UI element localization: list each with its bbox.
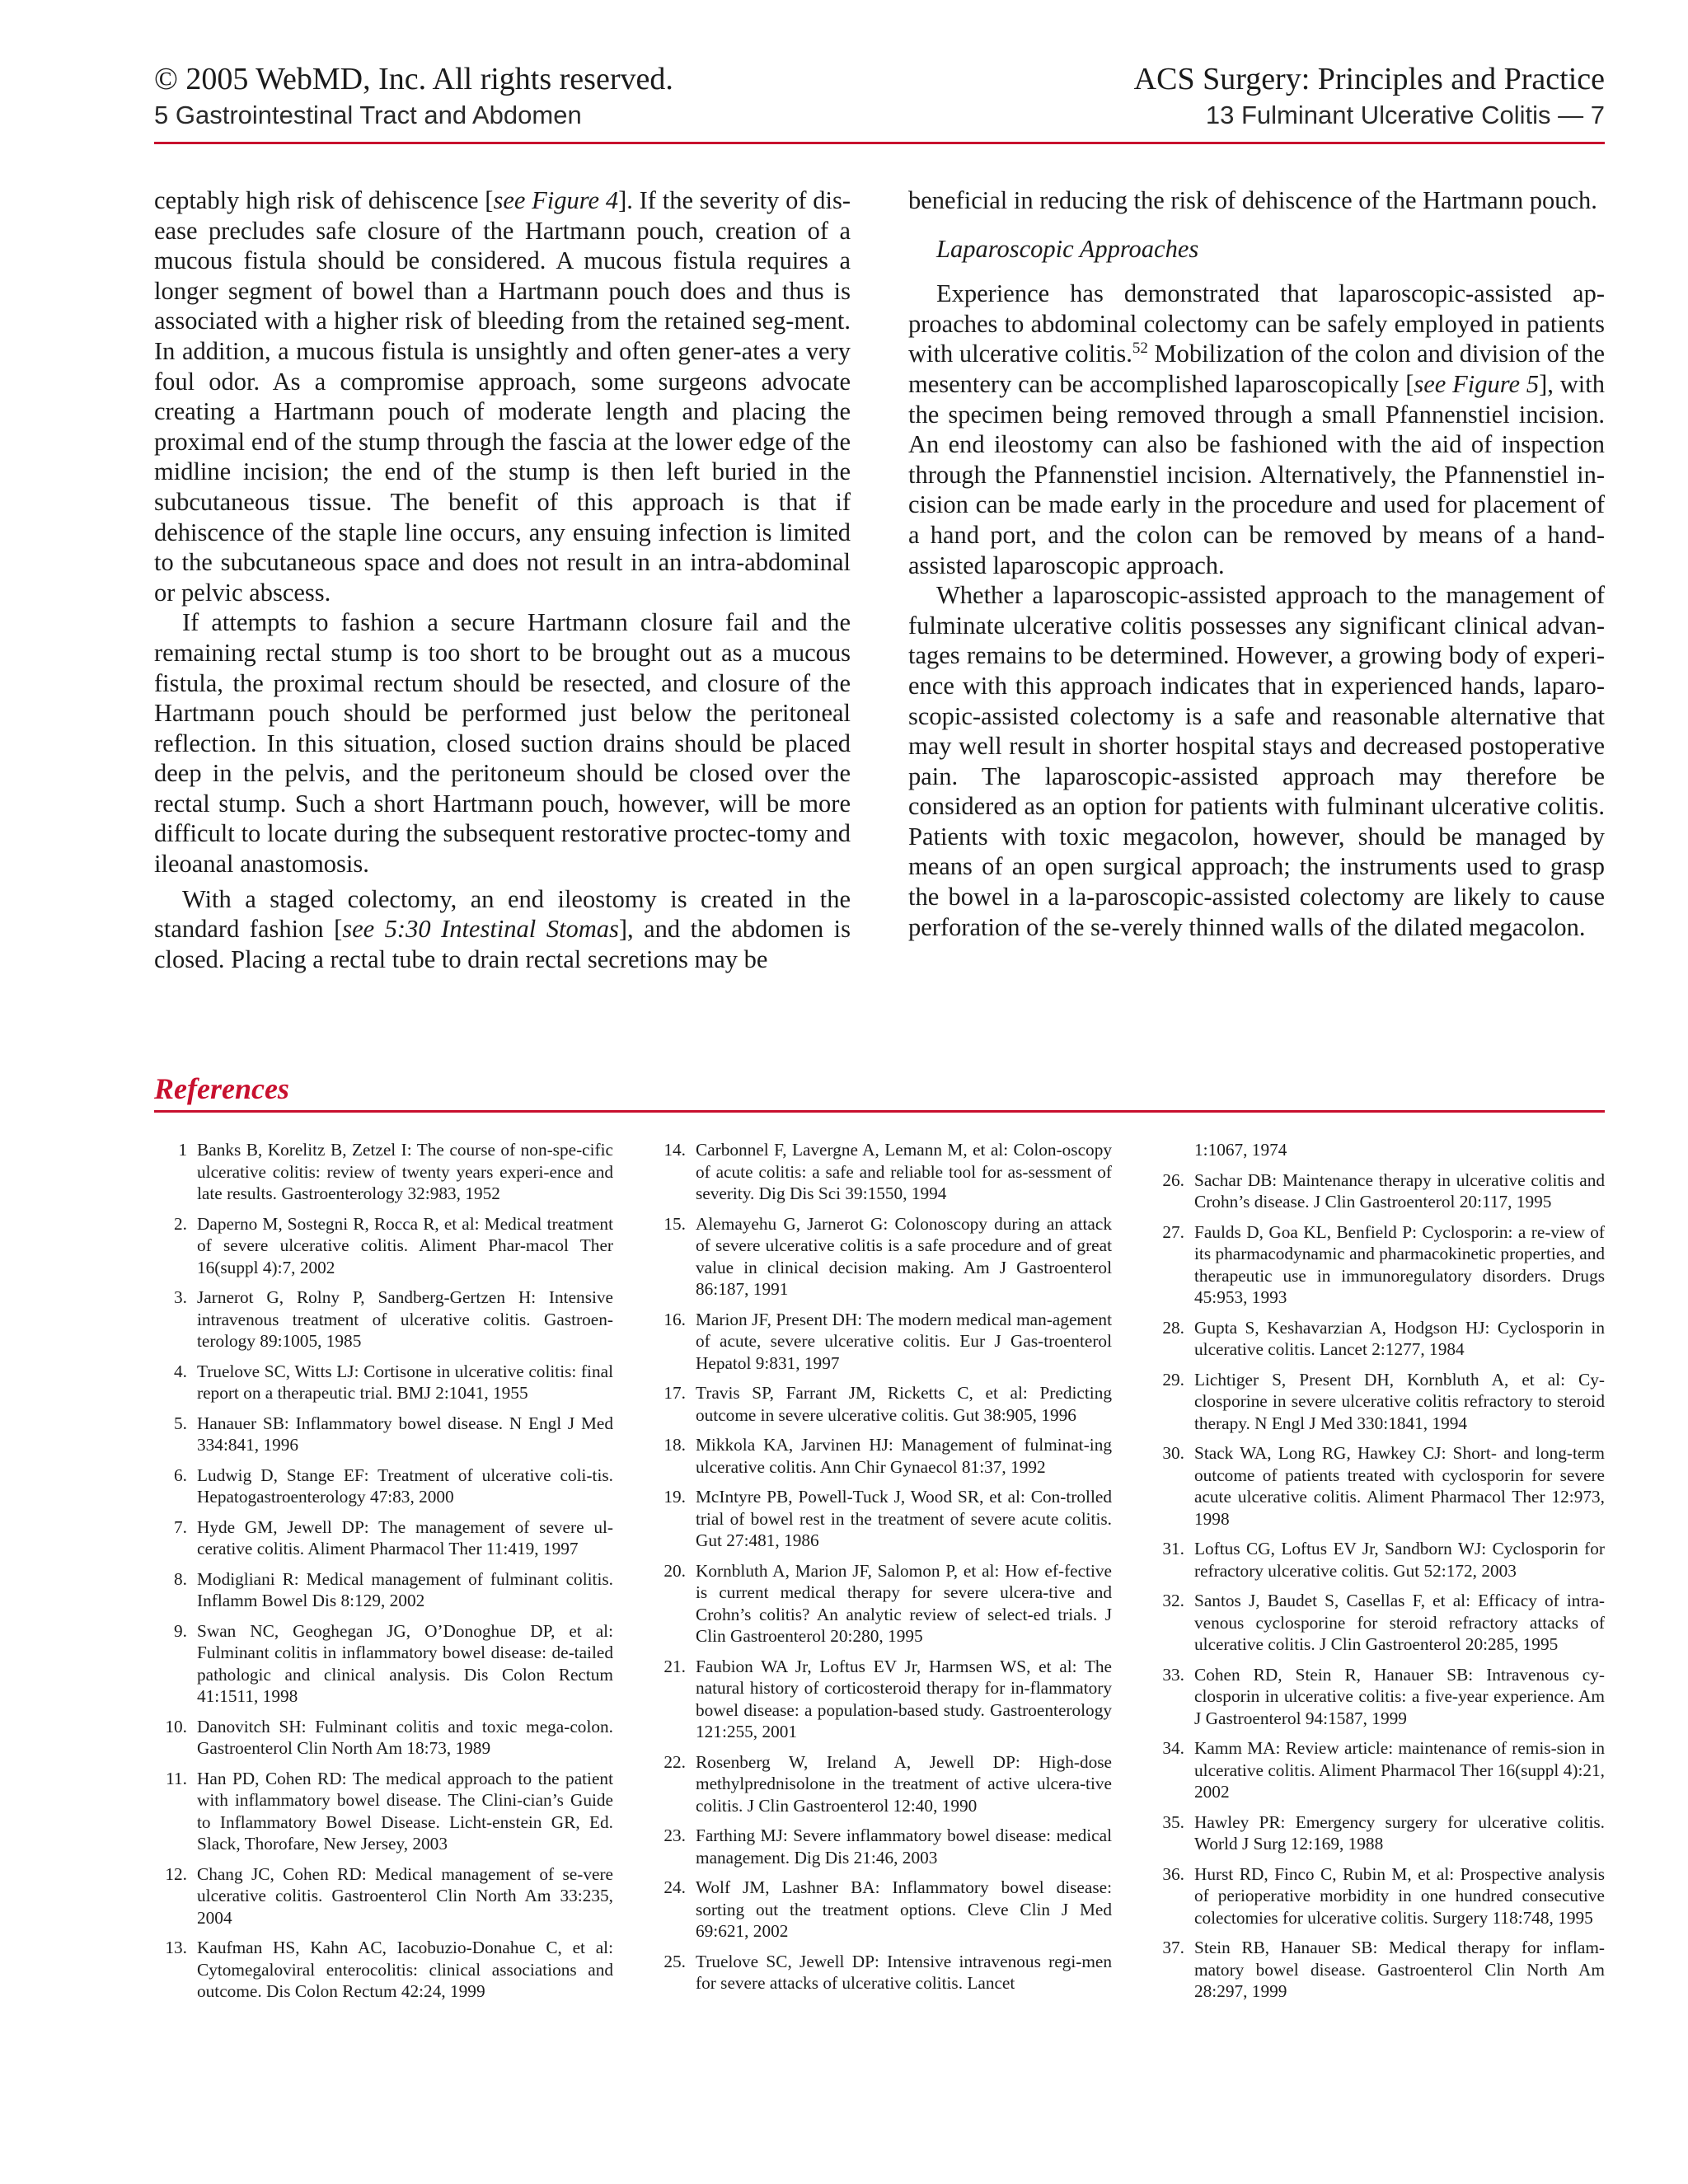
reference-text: Cohen RD, Stein R, Hanauer SB: Intravenous cy-closporin in ulcerative colitis: a five-year experience. Am J Gastroenterol 94:1587, 1999 xyxy=(1194,1664,1605,1728)
reference-text: McIntyre PB, Powell-Tuck J, Wood SR, et al: Con-trolled trial of bowel rest in the treatment of severe acute colitis. Gut 27:481, 1986 xyxy=(696,1487,1112,1550)
reference-text: Kamm MA: Review article: maintenance of remis-sion in ulcerative colitis. Aliment Pharmacol Ther 16(suppl 4):21, 2002 xyxy=(1194,1738,1605,1802)
reference-text: Santos J, Baudet S, Casellas F, et al: Efficacy of intra-venous cyclosporine for steroid refractory attacks of ulcerative colitis. J Clin Gastroenterol 20:285, 1995 xyxy=(1194,1591,1605,1654)
references-column-3 xyxy=(1151,1139,1605,2011)
reference-item xyxy=(154,1213,613,1279)
reference-text: Stein RB, Hanauer SB: Medical therapy for inflam-matory bowel disease. Gastroenterol Clin North Am 28:297, 1999 xyxy=(1194,1938,1605,2001)
reference-number: 19. xyxy=(663,1487,686,1507)
copyright-line: © 2005 WebMD, Inc. All rights reserved. xyxy=(154,62,673,96)
reference-number: 12. xyxy=(165,1863,187,1884)
reference-item xyxy=(154,1286,613,1352)
reference-text: Carbonnel F, Lavergne A, Lemann M, et al: Colon-oscopy of acute colitis: a safe and reliable tool for as-sessment of severity. Dig Dis Sci 39:1550, 1994 xyxy=(696,1140,1112,1203)
reference-item xyxy=(154,1139,613,1205)
reference-item xyxy=(1151,1664,1605,1730)
reference-number: 11. xyxy=(166,1768,187,1788)
reference-item xyxy=(154,1863,613,1929)
reference-item xyxy=(1151,1369,1605,1435)
book-title: ACS Surgery: Principles and Practice xyxy=(1133,62,1605,96)
reference-item xyxy=(154,1516,613,1560)
reference-number: 8. xyxy=(174,1568,187,1589)
reference-item xyxy=(653,1656,1112,1743)
reference-number: 31. xyxy=(1162,1539,1184,1558)
reference-number: 16. xyxy=(663,1309,686,1329)
reference-number: 5. xyxy=(174,1413,187,1433)
reference-item xyxy=(154,1937,613,2003)
reference-item xyxy=(653,1434,1112,1478)
reference-text: Kornbluth A, Marion JF, Salomon P, et al: How ef-fective is current medical therapy for severe ulcera-tive and Crohn’s colitis? An analytic review of select-ed trials. J Clin Gastroenterol 20:280, 1995 xyxy=(696,1560,1112,1646)
reference-number: 33. xyxy=(1162,1664,1184,1685)
reference-text: Modigliani R: Medical management of fulminant colitis. Inflamm Bowel Dis 8:129, 2002 xyxy=(197,1568,613,1610)
reference-text: Swan NC, Geoghegan JG, O’Donoghue DP, et al: Fulminant colitis in inflammatory bowel disease: de-tailed pathologic and clinical analysis. Dis Colon Rectum 41:1511, 1998 xyxy=(197,1620,613,1706)
reference-number: 27. xyxy=(1162,1221,1184,1242)
reference-number: 18. xyxy=(663,1435,686,1455)
reference-text: Daperno M, Sostegni R, Rocca R, et al: Medical treatment of severe ulcerative colitis. Aliment Phar-macol Ther 16(suppl 4):7, 2002 xyxy=(197,1213,613,1277)
reference-item xyxy=(154,1413,613,1456)
reference-item xyxy=(1151,1863,1605,1929)
reference-item xyxy=(1151,1538,1605,1582)
reference-item xyxy=(653,1309,1112,1375)
reference-number: 23. xyxy=(663,1825,686,1845)
reference-text: Han PD, Cohen RD: The medical approach to the patient with inflammatory bowel disease. The Clini-cian’s Guide to Inflammatory Bowel Disease. Licht-enstein GR, Ed. Slack, Thorofare, New Jersey, 2003 xyxy=(197,1768,613,1854)
reference-number: 22. xyxy=(663,1751,686,1772)
body-paragraph: If attempts to fashion a secure Hartmann closure fail and the remaining rectal stump is too short to be brought out as a mucous fistula, the proximal rectum should be resected, and closure of the Hartmann pouch should be performed just below the peritoneal reflection. In this situation, closed suction drains should be placed deep in the pelvis, and the peritoneum should be closed over the rectal stump. Such a short Hartmann pouch, however, will be more difficult to locate during the subsequent restorative proctec-tomy and ileoanal anastomosis. xyxy=(154,608,851,879)
references-column-1 xyxy=(154,1139,613,2011)
reference-item xyxy=(154,1768,613,1855)
reference-text: Faubion WA Jr, Loftus EV Jr, Harmsen WS, et al: The natural history of corticosteroid therapy for in-flammatory bowel disease: a population-based study. Gastroenterology 121:255, 2001 xyxy=(696,1656,1112,1741)
reference-number: 35. xyxy=(1162,1811,1184,1832)
reference-number: 2. xyxy=(174,1213,187,1234)
reference-text: Stack WA, Long RG, Hawkey CJ: Short- and long-term outcome of patients treated with cyclosporin for severe acute ulcerative colitis. Aliment Pharmacol Ther 12:973, 1998 xyxy=(1194,1443,1605,1529)
reference-text: Kaufman HS, Kahn AC, Iacobuzio-Donahue C, et al: Cytomegaloviral enterocolitis: clinical associations and outcome. Dis Colon Rectum 42:24, 1999 xyxy=(197,1938,613,2001)
reference-item xyxy=(653,1951,1112,1994)
reference-number: 26. xyxy=(1162,1169,1184,1190)
reference-item xyxy=(1151,1590,1605,1656)
reference-item xyxy=(154,1361,613,1404)
reference-text: Chang JC, Cohen RD: Medical management of se-vere ulcerative colitis. Gastroenterol Clin North Am 33:235, 2004 xyxy=(197,1863,613,1928)
reference-text: Farthing MJ: Severe inflammatory bowel disease: medical management. Dig Dis 21:46, 2003 xyxy=(696,1825,1112,1868)
reference-text: Jarnerot G, Rolny P, Sandberg-Gertzen H: Intensive intravenous treatment of ulcerative colitis. Gastroen-terology 89:1005, 1985 xyxy=(197,1287,613,1351)
reference-item xyxy=(653,1139,1112,1205)
reference-text: Rosenberg W, Ireland A, Jewell DP: High-dose methylprednisolone in the treatment of active ulcera-tive colitis. J Clin Gastroenterol 12:40, 1990 xyxy=(696,1751,1112,1816)
reference-number: 9. xyxy=(174,1620,187,1641)
reference-text: Ludwig D, Stange EF: Treatment of ulcerative coli-tis. Hepatogastroenterology 47:83, 2000 xyxy=(197,1465,613,1507)
reference-item xyxy=(653,1213,1112,1301)
reference-number: 32. xyxy=(1162,1591,1184,1610)
references-divider xyxy=(154,1110,1605,1113)
reference-text: Danovitch SH: Fulminant colitis and toxic mega-colon. Gastroenterol Clin North Am 18:73, 1989 xyxy=(197,1716,613,1758)
reference-number: 4. xyxy=(174,1361,187,1381)
reference-text: Marion JF, Present DH: The modern medical man-agement of acute, severe ulcerative colitis. Eur J Gas-troenterol Hepatol 9:831, 1997 xyxy=(696,1309,1112,1373)
reference-item xyxy=(1151,1737,1605,1803)
reference-number: 29. xyxy=(1162,1369,1184,1390)
reference-item xyxy=(1151,1937,1605,2003)
reference-number: 6. xyxy=(174,1465,187,1485)
reference-number: 20. xyxy=(663,1560,686,1581)
reference-item xyxy=(653,1751,1112,1817)
reference-text: Hyde GM, Jewell DP: The management of severe ul-cerative colitis. Aliment Pharmacol Ther 11:419, 1997 xyxy=(197,1516,613,1558)
reference-number: 25. xyxy=(663,1951,686,1971)
article-body xyxy=(154,185,1605,1010)
reference-number: 1 xyxy=(178,1140,187,1160)
reference-text: Hanauer SB: Inflammatory bowel disease. N Engl J Med 334:841, 1996 xyxy=(197,1413,613,1455)
reference-number: 7. xyxy=(174,1516,187,1537)
reference-continuation: 1:1067, 1974 xyxy=(1194,1140,1287,1160)
figure-reference: see Figure 5 xyxy=(1414,369,1540,398)
body-paragraph: beneficial in reducing the risk of dehiscence of the Hartmann pouch. xyxy=(908,186,1597,214)
reference-number: 30. xyxy=(1162,1443,1184,1463)
body-column-right xyxy=(908,185,1605,942)
reference-text: Lichtiger S, Present DH, Kornbluth A, et al: Cy-closporine in severe ulcerative colitis refractory to steroid therapy. N Engl J Med 330:1841, 1994 xyxy=(1194,1369,1605,1433)
body-paragraph: Whether a laparoscopic-assisted approach to the management of fulminate ulcerative colitis possesses any significant clinical advan-tages remains to be determined. However, a growing body of experi-ence with this approach indicates that in experienced hands, laparo-scopic-assisted colectomy is a safe and reasonable alternative that may well result in shorter hospital stays and decreased postoperative pain. The laparoscopic-assisted approach may therefore be considered as an option for patients with fulminant ulcerative colitis. Patients with toxic megacolon, however, should be managed by means of an open surgical approach; the instruments used to grasp the bowel in a la-paroscopic-assisted colectomy are likely to cause perforation of the se-verely thinned walls of the dilated megacolon. xyxy=(908,581,1605,941)
reference-item xyxy=(154,1716,613,1760)
chapter-reference: 5:30 Intestinal Stomas xyxy=(374,915,619,944)
reference-text: Truelove SC, Witts LJ: Cortisone in ulcerative colitis: final report on a therapeutic trial. BMJ 2:1041, 1955 xyxy=(197,1361,613,1403)
reference-text: Faulds D, Goa KL, Benfield P: Cyclosporin: a re-view of its pharmacodynamic and pharmacokinetic properties, and therapeutic use in immunoregulatory disorders. Drugs 45:953, 1993 xyxy=(1194,1221,1605,1307)
reference-item xyxy=(653,1382,1112,1426)
reference-item xyxy=(653,1560,1112,1647)
reference-item xyxy=(1151,1221,1605,1309)
reference-number: 14. xyxy=(663,1140,686,1160)
reference-text: Sachar DB: Maintenance therapy in ulcerative colitis and Crohn’s disease. J Clin Gastroenterol 20:117, 1995 xyxy=(1194,1169,1605,1212)
reference-number: 21. xyxy=(663,1656,686,1676)
citation-superscript: 52 xyxy=(1132,340,1148,358)
document-page xyxy=(154,0,1605,2184)
reference-number: 15. xyxy=(663,1213,686,1234)
reference-item xyxy=(1151,1169,1605,1213)
body-paragraph: Experience has demonstrated that laparoscopic-assisted ap-proaches to abdominal colectomy can be safely employed in patients with ulcerative colitis.$^{52}$ Mobilization of the colon and division of the mesentery can be accomplished laparoscopically [see Figure 5], with the specimen being removed through a small Pfannenstiel incision. An end ileostomy can also be fashioned with the aid of inspection through the Pfannenstiel incision. Alternatively, the Pfannenstiel in-cision can be made early in the procedure and used for placement of a hand port, and the colon can be removed by means of a hand-assisted laparoscopic approach. xyxy=(908,279,1605,579)
reference-text: Alemayehu G, Jarnerot G: Colonoscopy during an attack of severe ulcerative colitis is a safe procedure and of great value in clinical decision making. Am J Gastroenterol 86:187, 1991 xyxy=(696,1213,1112,1299)
reference-text: Gupta S, Keshavarzian A, Hodgson HJ: Cyclosporin in ulcerative colitis. Lancet 2:1277, 1984 xyxy=(1194,1317,1605,1359)
figure-reference: see Figure 4 xyxy=(493,186,619,214)
reference-number: 24. xyxy=(663,1877,686,1897)
reference-number: 34. xyxy=(1162,1738,1184,1758)
header-divider xyxy=(154,142,1605,144)
section-label: 5 Gastrointestinal Tract and Abdomen xyxy=(154,101,582,129)
references-column-2 xyxy=(653,1139,1112,2003)
reference-text: Wolf JM, Lashner BA: Inflammatory bowel disease: sorting out the treatment options. Cleve Clin J Med 69:621, 2002 xyxy=(696,1877,1112,1941)
reference-item xyxy=(154,1620,613,1708)
reference-text: Banks B, Korelitz B, Zetzel I: The course of non-spe-cific ulcerative colitis: review of twenty years experi-ence and late results. Gastroenterology 32:983, 1952 xyxy=(197,1140,613,1203)
subsection-heading: Laparoscopic Approaches xyxy=(936,234,1199,263)
header-left xyxy=(154,61,673,134)
body-paragraph: With a staged colectomy, an end ileostomy is created in the standard fashion [see 5:30 Intestinal Stomas], and the abdomen is closed. Placing a rectal tube to drain rectal secretions may be xyxy=(154,884,851,973)
reference-text: Mikkola KA, Jarvinen HJ: Management of fulminat-ing ulcerative colitis. Ann Chir Gynaecol 81:37, 1992 xyxy=(696,1435,1112,1477)
references-heading: References xyxy=(154,1072,289,1105)
header-right xyxy=(1134,61,1605,134)
reference-item xyxy=(653,1877,1112,1943)
reference-number: 10. xyxy=(165,1716,187,1736)
reference-number: 36. xyxy=(1162,1863,1184,1884)
reference-text: Truelove SC, Jewell DP: Intensive intravenous regi-men for severe attacks of ulcerative colitis. Lancet xyxy=(696,1951,1112,1993)
reference-item xyxy=(653,1486,1112,1552)
reference-item xyxy=(154,1465,613,1508)
reference-item xyxy=(1151,1442,1605,1530)
reference-text: Hawley PR: Emergency surgery for ulcerative colitis. World J Surg 12:169, 1988 xyxy=(1194,1811,1605,1854)
reference-number: 3. xyxy=(174,1287,187,1307)
reference-text: Hurst RD, Finco C, Rubin M, et al: Prospective analysis of perioperative morbidity in one hundred consecutive colectomies for ulcerative colitis. Surgery 118:748, 1995 xyxy=(1194,1863,1605,1928)
references-list xyxy=(154,1139,1605,2128)
reference-item xyxy=(1151,1811,1605,1855)
reference-item xyxy=(154,1568,613,1612)
reference-number: 37. xyxy=(1162,1938,1184,1957)
body-paragraph: ceptably high risk of dehiscence [see Figure 4]. If the severity of dis-ease precludes safe closure of the Hartmann pouch, creation of a mucous fistula should be considered. A mucous fistula requires a longer segment of bowel than a Hartmann pouch does and thus is associated with a higher risk of bleeding from the retained seg-ment. In addition, a mucous fistula is unsightly and often gener-ates a very foul odor. As a compromise approach, some surgeons advocate creating a Hartmann pouch of moderate length and placing the proximal end of the stump through the fascia at the lower edge of the midline incision; the end of the stump is then left buried in the subcutaneous tissue. The benefit of this approach is that if dehiscence of the staple line occurs, any ensuing infection is limited to the subcutaneous space and does not result in an intra-abdominal or pelvic abscess. xyxy=(154,186,851,607)
reference-number: 28. xyxy=(1162,1317,1184,1338)
reference-text: Travis SP, Farrant JM, Ricketts C, et al: Predicting outcome in severe ulcerative colitis. Gut 38:905, 1996 xyxy=(696,1383,1112,1425)
reference-item xyxy=(653,1825,1112,1868)
reference-item xyxy=(1151,1317,1605,1361)
reference-text: Loftus CG, Loftus EV Jr, Sandborn WJ: Cyclosporin for refractory ulcerative colitis. Gut 52:172, 2003 xyxy=(1194,1539,1605,1581)
reference-number: 17. xyxy=(663,1383,686,1403)
running-header xyxy=(154,61,1605,143)
chapter-label: 13 Fulminant Ulcerative Colitis — 7 xyxy=(1205,101,1605,129)
reference-number: 13. xyxy=(165,1938,187,1957)
body-column-left xyxy=(154,185,851,974)
